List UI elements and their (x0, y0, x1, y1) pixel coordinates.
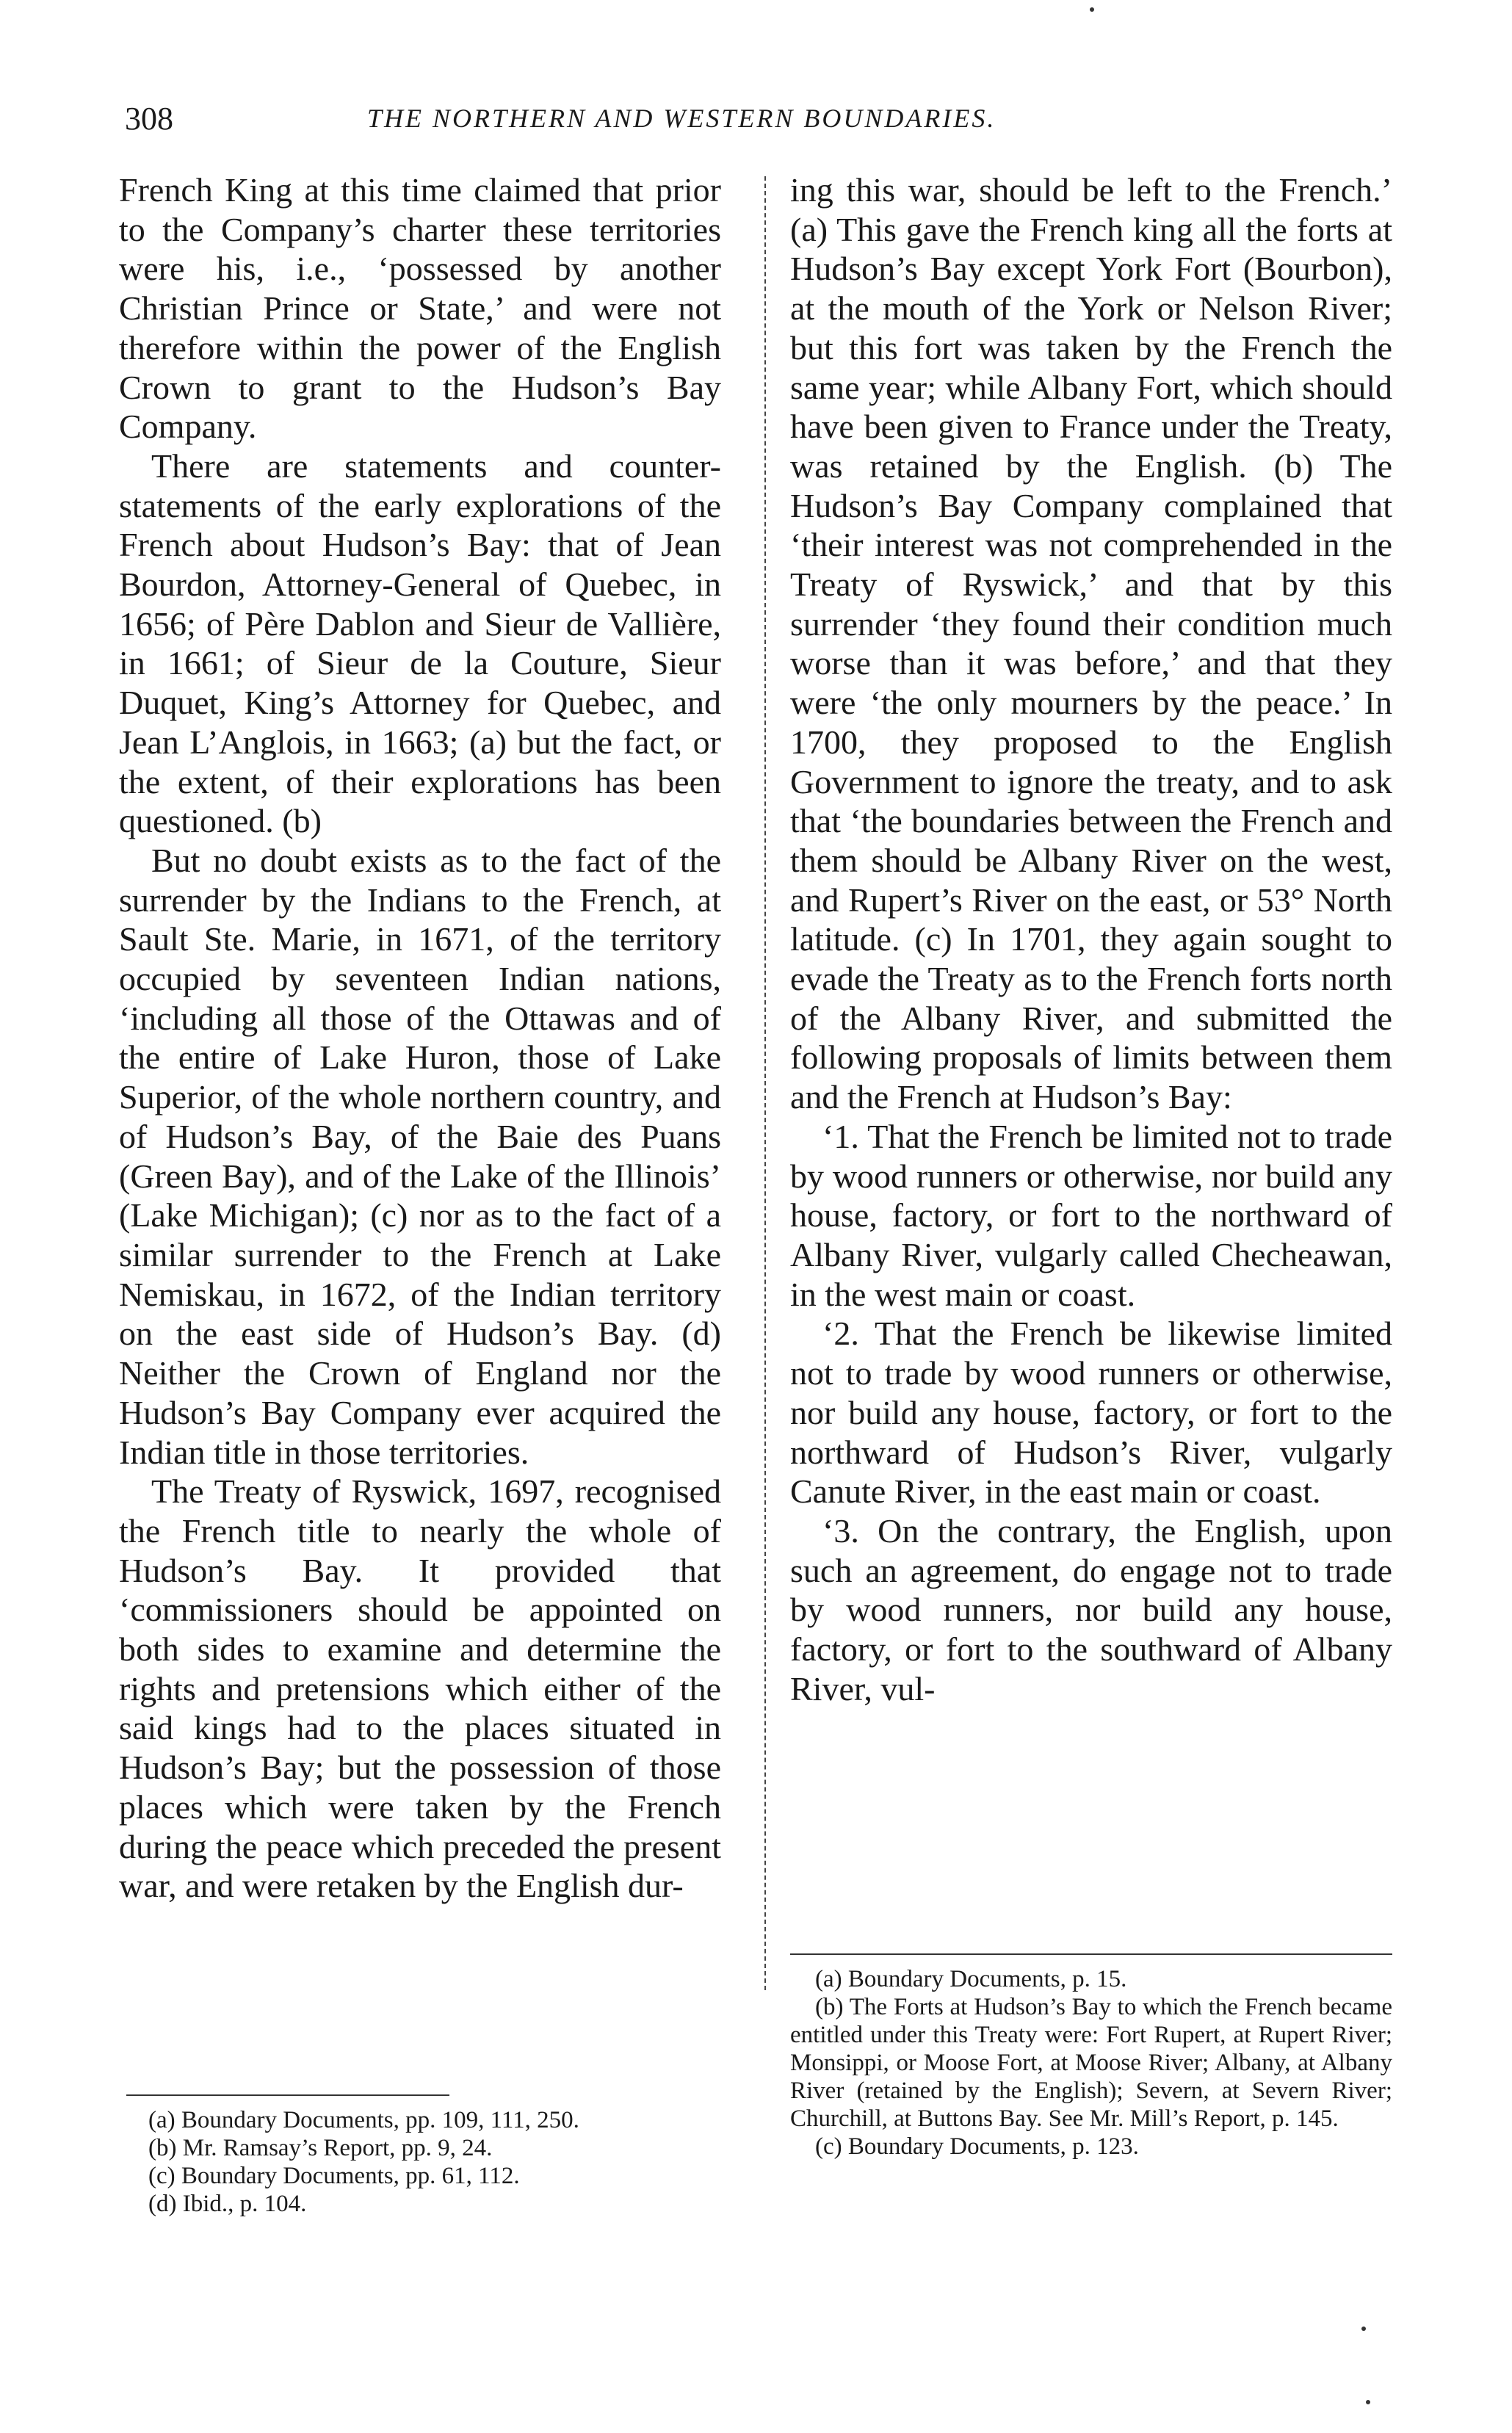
footnote: (b) Mr. Ramsay’s Report, pp. 9, 24. (148, 2135, 493, 2161)
paragraph: ‘2. That the French be likewise limited not to trade by wood runners or otherwise, nor build any house, factory, or fort to the northward of Hudson’s River, vulgarly Canute River, in the east main or coast. (790, 1315, 1392, 1511)
right-footnotes (790, 1965, 1392, 2161)
footnote: (a) Boundary Documents, pp. 109, 111, 250. (148, 2107, 579, 2133)
left-footnotes (123, 2106, 718, 2218)
footnote: (c) Boundary Documents, pp. 61, 112. (148, 2163, 520, 2189)
footnote-rule (126, 2094, 449, 2096)
column-divider (764, 176, 766, 1990)
page-number: 308 (125, 101, 173, 137)
left-column (119, 170, 721, 1906)
paragraph: There are statements and counter-statements of the early explorations of the French about Hudson’s Bay: that of Jean Bourdon, Attorney-General of Quebec, in 1656; of Père Dablon and Sieur de Vallière, in 1661; of Sieur de la Couture, Sieur Duquet, King’s Attorney for Quebec, and Jean L’Anglois, in 1663; (a) but the fact, or the extent, of their explorations has been questioned. (b) (119, 447, 721, 840)
paragraph: ‘1. That the French be limited not to trade by wood runners or otherwise, nor build any house, factory, or fort to the northward of Albany River, vulgarly called Checheawan, in the west main or coast. (790, 1117, 1392, 1313)
page-header (117, 94, 1395, 145)
paragraph: The Treaty of Ryswick, 1697, recognised the French title to nearly the whole of Hudson’s Bay. It provided that ‘commissioners should be appointed on both sides to examine and determine the rights and pretensions which either of the said kings had to the places situated in Hudson’s Bay; but the possession of those places which were taken by the French during the peace which preceded the present war, and were retaken by the English dur- (119, 1472, 721, 1905)
right-column (790, 170, 1392, 1708)
paragraph: French King at this time claimed that prior to the Company’s charter these territories were his, i.e., ‘possessed by another Christian Prince or State,’ and were not therefore within the power of the English Crown to grant to the Hudson’s Bay Company. (119, 171, 721, 446)
footnote: (b) The Forts at Hudson’s Bay to which the French became entitled under this Treaty were: Fort Rupert, at Rupert River; Monsippi, or Moose Fort, at Moose River; Albany, at Albany River (retained by the English); Severn, at Severn River; Churchill, at Buttons Bay. See Mr. Mill’s Report, p. 145. (790, 1994, 1392, 2132)
running-head: THE NORTHERN AND WESTERN BOUNDARIES. (367, 104, 996, 133)
paragraph: ing this war, should be left to the French.’ (a) This gave the French king all the forts at Hudson’s Bay except York Fort (Bourbon), at the mouth of the York or Nelson River; but this fort was taken by the French the same year; while Albany Fort, which should have been given to France under the Treaty, was retained by the English. (b) The Hudson’s Bay Company complained that ‘their interest was not comprehended in the Treaty of Ryswick,’ and that by this surrender ‘they found their condition much worse than it was before,’ and that they were ‘the only mourners by the peace.’ In 1700, they proposed to the English Government to ignore the treaty, and to ask that ‘the boundaries between the French and them should be Albany River on the west, and Rupert’s River on the east, or 53° North latitude. (c) In 1701, they again sought to evade the Treaty as to the French forts north of the Albany River, and submitted the following proposals of limits between them and the French at Hudson’s Bay: (790, 171, 1392, 1116)
speck (1361, 2327, 1366, 2331)
footnote: (a) Boundary Documents, p. 15. (815, 1966, 1127, 1992)
footnote: (d) Ibid., p. 104. (148, 2191, 307, 2217)
footnote: (c) Boundary Documents, p. 123. (815, 2133, 1139, 2160)
speck (1090, 7, 1094, 12)
footnote-rule (790, 1953, 1392, 1955)
paragraph: But no doubt exists as to the fact of the surrender by the Indians to the French, at Sault Ste. Marie, in 1671, of the territory occupied by seventeen Indian nations, ‘including all those of the Ottawas and of the entire of Lake Huron, those of Lake Superior, of the whole northern country, and of Hudson’s Bay, of the Baie des Puans (Green Bay), and of the Lake of the Illinois’ (Lake Michigan); (c) nor as to the fact of a similar surrender to the French at Lake Nemiskau, in 1672, of the Indian territory on the east side of Hudson’s Bay. (d) Neither the Crown of England nor the Hudson’s Bay Company ever acquired the Indian title in those territories. (119, 841, 721, 1471)
paragraph: ‘3. On the contrary, the English, upon such an agreement, do engage not to trade by wood runners, nor build any house, factory, or fort to the southward of Albany River, vul- (790, 1511, 1392, 1707)
speck (1366, 2400, 1370, 2404)
